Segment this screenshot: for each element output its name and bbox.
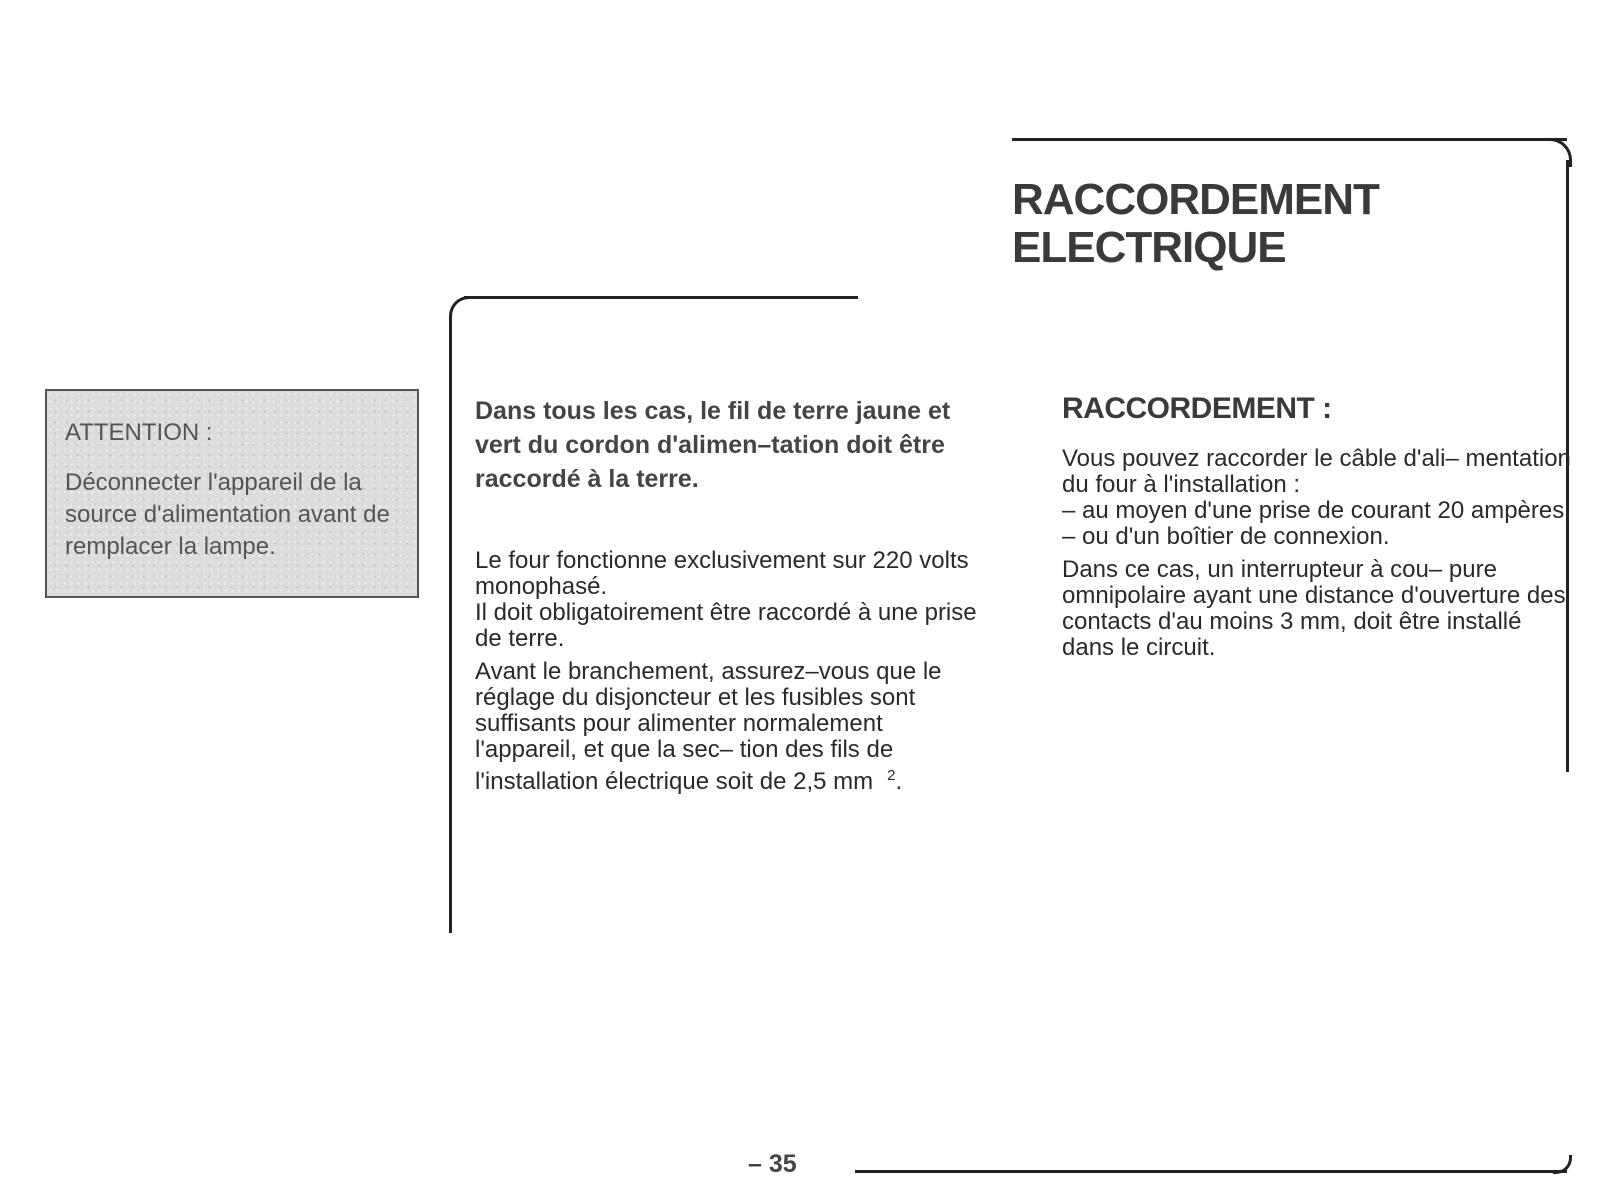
connection-option-box: – ou d'un boîtier de connexion. [1062, 523, 1390, 550]
page-number: – 35 [748, 1150, 797, 1178]
connection-instructions [1062, 446, 1577, 668]
attention-label: ATTENTION : [65, 419, 213, 446]
page-title-line-1: RACCORDEMENT [1012, 175, 1379, 224]
page-title-line-2: ELECTRIQUE [1012, 223, 1286, 272]
earth-line: Il doit obligatoirement être raccordé à une prise de terre. [475, 599, 977, 652]
voltage-requirements [475, 548, 990, 802]
attention-text: Déconnecter l'appareil de la source d'alimentation avant de remplacer la lampe. [65, 469, 390, 560]
attention-box [45, 389, 419, 598]
middle-frame-corner [449, 296, 472, 325]
connection-heading: RACCORDEMENT : [1062, 392, 1332, 425]
connection-options [1062, 446, 1577, 550]
middle-frame-left-rule [449, 318, 452, 933]
voltage-text [475, 548, 990, 652]
footer-rule-end [1553, 1155, 1572, 1174]
connection-option-socket: – au moyen d'une prise de courant 20 ampères, [1062, 497, 1571, 524]
switch-requirement: Dans ce cas, un interrupteur à cou– pure omnipolaire ayant une distance d'ouverture des contacts d'au moins 3 mm, doit être installé dans le circuit. [1062, 556, 1566, 661]
middle-frame-top-rule [464, 296, 858, 299]
footer-rule [855, 1170, 1567, 1173]
voltage-line: Le four fonctionne exclusivement sur 220 volts monophasé. [475, 547, 969, 600]
superscript-squared: 2 [887, 767, 896, 784]
earth-wire-notice: Dans tous les cas, le fil de terre jaune et vert du cordon d'alimen–tation doit être raccordé à la terre. [475, 397, 951, 493]
breaker-line: Avant le branchement, assurez–vous que le réglage du disjoncteur et les fusibles sont suffisants pour alimenter normalement l'appareil, et que la sec– tion des fils de l'installation électrique soit de 2,5 mm [475, 658, 942, 795]
page-title [1012, 176, 1379, 272]
breaker-end: . [895, 768, 903, 795]
title-frame-top-rule [1012, 138, 1567, 141]
breaker-text [475, 659, 990, 795]
connection-intro: Vous pouvez raccorder le câble d'ali– mentation du four à l'installation : [1062, 445, 1571, 498]
